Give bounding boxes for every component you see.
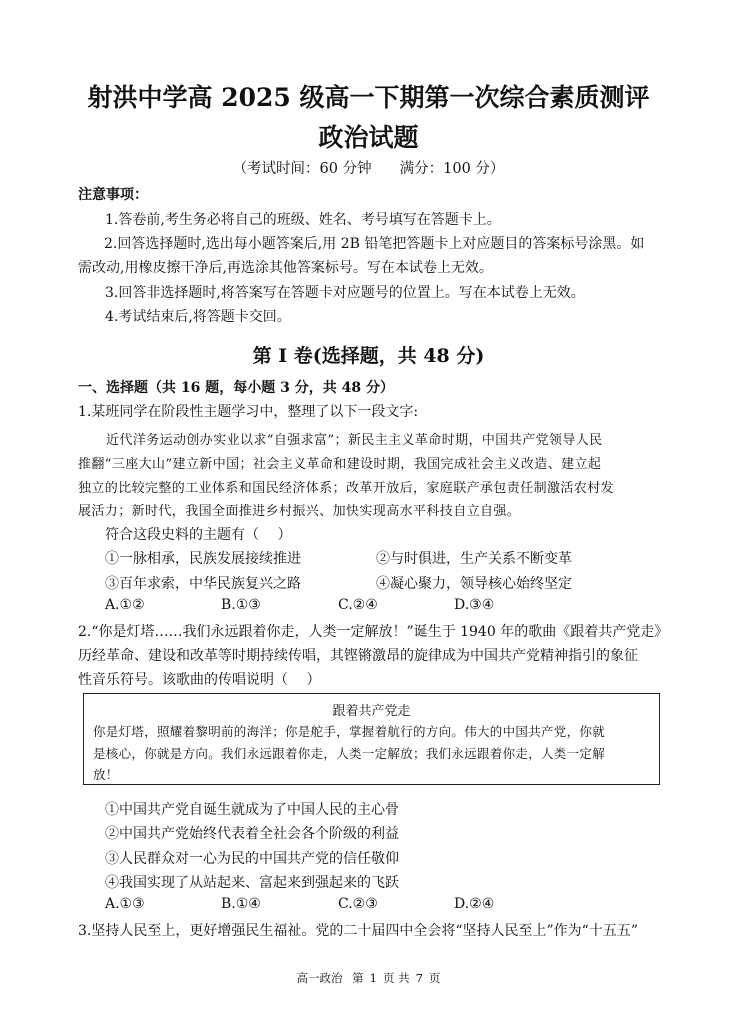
- q2-option-4: ④我国实现了从站起来、富起来到强起来的飞跃: [105, 875, 399, 891]
- q1-option-1: ①一脉相承，民族发展接续推进: [105, 551, 301, 567]
- section-title: 第 I 卷(选择题，共 48 分): [252, 345, 485, 367]
- footer-page-label: 第: [352, 971, 364, 985]
- notes-heading: 注意事项：: [78, 187, 148, 203]
- part-heading: 一、选择题（共 16 题，每小题 3 分，共 48 分）: [78, 380, 394, 396]
- exam-title: 射洪中学高 2025 级高一下期第一次综合素质测评: [87, 83, 650, 112]
- note-item: 1.答卷前,考生务必将自己的班级、姓名、考号填写在答题卡上。: [105, 212, 501, 228]
- note-item: 4.考试结束后,将答题卡交回。: [105, 309, 291, 325]
- q1-option-4: ④凝心聚力，领导核心始终坚定: [376, 576, 572, 592]
- exam-subtitle: 政治试题: [318, 123, 419, 152]
- q1-excerpt-line: 展活力；新时代，我国全面推进乡村振兴、加快实现高水平科技自立自强。: [78, 504, 521, 519]
- song-line: 放！: [93, 767, 119, 782]
- q3-stem: 3.坚持人民至上，更好增强民生福祉。党的二十届四中全会将“坚持人民至上”作为“十五五”: [78, 923, 638, 939]
- q2-stem-line: 性音乐符号。该歌曲的传唱说明（ ）: [78, 672, 321, 688]
- q2-option-3: ③人民群众对一心为民的中国共产党的信任敬仰: [105, 851, 399, 867]
- song-line: 你是灯塔，照耀着黎明前的海洋；你是舵手，掌握着航行的方向。伟大的中国共产党，你就: [93, 724, 606, 739]
- footer-mid: 页 共: [383, 971, 410, 985]
- q2-stem-line: 2.“你是灯塔……我们永远跟着你走，人类一定解放！”诞生于 1940 年的歌曲《跟着共产党走》: [78, 624, 669, 640]
- q1-option-2: ②与时俱进，生产关系不断变革: [376, 551, 572, 567]
- note-item: 2.回答选择题时,选出每小题答案后,用 2B 铅笔把答题卡上对应题目的答案标号涂黑。如: [104, 236, 645, 252]
- q1-option-3: ③百年求索，中华民族复兴之路: [105, 576, 301, 592]
- full-score: 满分：100 分）: [399, 161, 505, 177]
- q2-option-2: ②中国共产党始终代表着全社会各个阶级的利益: [105, 826, 399, 842]
- song-lyrics-box: [83, 693, 660, 785]
- q1-answer-b: B.①③: [221, 597, 261, 613]
- exam-info: [0, 157, 737, 178]
- q1-excerpt-line: 推翻“三座大山”建立新中国；社会主义革命和建设时期，我国完成社会主义改造、建立起: [78, 457, 602, 472]
- q2-answer-c: C.②③: [338, 896, 378, 912]
- q2-stem-line: 历经革命、建设和改革等时期持续传唱，其铿锵激昂的旋律成为中国共产党精神指引的象征: [78, 648, 638, 664]
- song-line: 是核心，你就是方向。我们永远跟着你走，人类一定解放；我们永远跟着你走，人类一定解: [93, 746, 606, 761]
- page-footer: [0, 970, 737, 986]
- footer-subject: 高一政治: [296, 971, 343, 985]
- footer-total-pages: 7: [415, 971, 423, 985]
- q2-answer-b: B.①④: [221, 896, 261, 912]
- q2-answer-a: A.①③: [105, 896, 145, 912]
- q1-excerpt-line: 独立的比较完整的工业体系和国民经济体系；改革开放后，家庭联产承包责任制激活农村发: [78, 481, 615, 496]
- exam-time: （考试时间：60 分钟: [232, 161, 372, 177]
- q1-stem: 1.某班同学在阶段性主题学习中，整理了以下一段文字:: [78, 404, 419, 420]
- q1-answer-d: D.③④: [454, 597, 495, 613]
- note-item: 需改动,用橡皮擦干净后,再选涂其他答案标号。写在本试卷上无效。: [78, 260, 493, 276]
- footer-page-number: 1: [369, 971, 377, 985]
- q1-answer-c: C.②④: [338, 597, 378, 613]
- footer-end: 页: [428, 971, 441, 985]
- q1-answer-a: A.①②: [105, 597, 145, 613]
- song-title: 跟着共产党走: [332, 704, 411, 719]
- q1-excerpt-line: 近代洋务运动创办实业以求“自强求富”；新民主主义革命时期，中国共产党领导人民: [106, 433, 603, 448]
- q1-question: 符合这段史料的主题有（ ）: [105, 527, 292, 543]
- q2-option-1: ①中国共产党自诞生就成为了中国人民的主心骨: [105, 802, 399, 818]
- note-item: 3.回答非选择题时,将答案写在答题卡对应题号的位置上。写在本试卷上无效。: [105, 285, 585, 301]
- q2-answer-d: D.②④: [454, 896, 495, 912]
